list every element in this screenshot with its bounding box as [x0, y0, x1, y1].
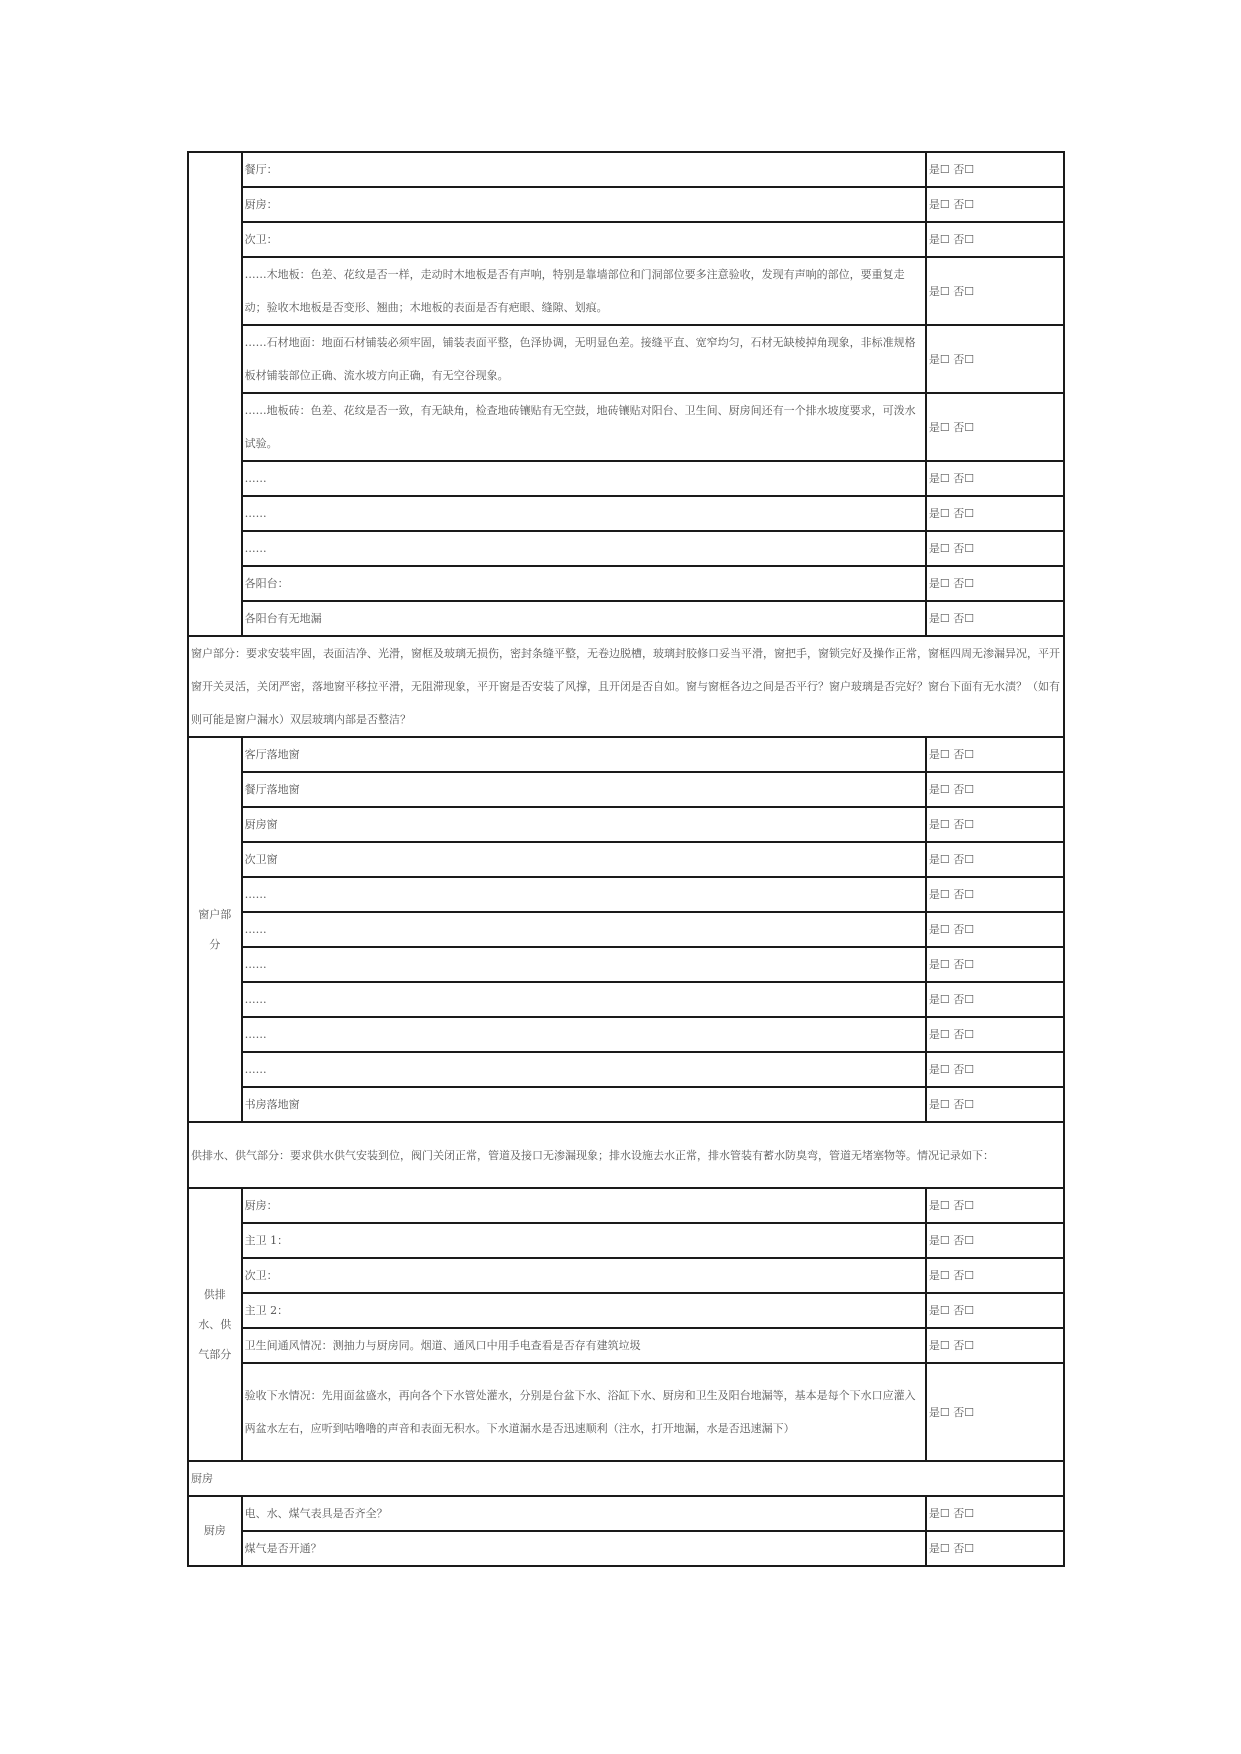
- table-row: [188, 1188, 1064, 1223]
- yes-no-label: 是☐ 否☐: [928, 1339, 975, 1352]
- yes-no-label: 是☐ 否☐: [928, 352, 975, 366]
- item-text: ……: [242, 1052, 926, 1087]
- yes-no-label: 是☐ 否☐: [928, 507, 975, 520]
- item-text: 各阳台：: [242, 566, 926, 601]
- yes-no-checkbox[interactable]: [926, 947, 1064, 982]
- table-row: [188, 1328, 1064, 1363]
- yes-no-checkbox[interactable]: [926, 1496, 1064, 1531]
- yes-no-label: 是☐ 否☐: [928, 958, 975, 971]
- item-text: 客厅落地窗: [242, 737, 926, 772]
- yes-no-checkbox[interactable]: [926, 1087, 1064, 1122]
- item-text: 验收下水情况：先用面盆盛水，再向各个下水管处灌水，分别是台盆下水、浴缸下水、厨房和卫生及阳台地漏等，基本是每个下水口应灌入两盆水左右，应听到咕噜噜的声音和表面无积水。下水道漏水是否迅速顺利（注水，打开地漏，水是否迅速漏下）: [242, 1363, 926, 1461]
- table-row: [188, 877, 1064, 912]
- yes-no-label: 是☐ 否☐: [928, 1507, 975, 1520]
- yes-no-label: 是☐ 否☐: [928, 993, 975, 1006]
- yes-no-checkbox[interactable]: [926, 1293, 1064, 1328]
- yes-no-checkbox[interactable]: [926, 1531, 1064, 1566]
- table-row: [188, 772, 1064, 807]
- yes-no-label: 是☐ 否☐: [928, 1405, 975, 1419]
- table-row: [188, 325, 1064, 393]
- yes-no-checkbox[interactable]: [926, 461, 1064, 496]
- table-row: [188, 1496, 1064, 1531]
- table-row: [188, 1293, 1064, 1328]
- item-text: 厨房：: [242, 1188, 926, 1223]
- group-label: 供排水、供气部分: [188, 1188, 242, 1461]
- item-text: 次卫：: [242, 1258, 926, 1293]
- table-row: [188, 982, 1064, 1017]
- yes-no-checkbox[interactable]: [926, 325, 1064, 393]
- section-heading-row: [188, 1461, 1064, 1496]
- yes-no-label: 是☐ 否☐: [928, 1063, 975, 1076]
- group-label: [188, 152, 242, 636]
- item-text: ……木地板：色差、花纹是否一样，走动时木地板是否有声响，特别是靠墙部位和门洞部位要多注意验收，发现有声响的部位，要重复走动；验收木地板是否变形、翘曲；木地板的表面是否有疤眼、缝隙、划痕。: [242, 257, 926, 325]
- inspection-table: [187, 151, 1065, 1567]
- yes-no-label: 是☐ 否☐: [928, 420, 975, 434]
- yes-no-checkbox[interactable]: [926, 912, 1064, 947]
- yes-no-checkbox[interactable]: [926, 152, 1064, 187]
- item-text: ……: [242, 947, 926, 982]
- yes-no-label: 是☐ 否☐: [928, 818, 975, 831]
- table-row: [188, 807, 1064, 842]
- yes-no-checkbox[interactable]: [926, 807, 1064, 842]
- yes-no-label: 是☐ 否☐: [928, 1199, 975, 1212]
- item-text: ……: [242, 877, 926, 912]
- yes-no-checkbox[interactable]: [926, 1188, 1064, 1223]
- yes-no-checkbox[interactable]: [926, 877, 1064, 912]
- item-text: 卫生间通风情况：测抽力与厨房同。烟道、通风口中用手电查看是否存有建筑垃圾: [242, 1328, 926, 1363]
- table-row: [188, 947, 1064, 982]
- table-row: [188, 1531, 1064, 1566]
- yes-no-checkbox[interactable]: [926, 1223, 1064, 1258]
- item-text: 次卫：: [242, 222, 926, 257]
- item-text: ……石材地面：地面石材铺装必须牢固，铺装表面平整，色泽协调，无明显色差。接缝平直、宽窄均匀，石材无缺棱掉角现象，非标准规格板材铺装部位正确、流水坡方向正确，有无空谷现象。: [242, 325, 926, 393]
- item-text: 厨房窗: [242, 807, 926, 842]
- yes-no-label: 是☐ 否☐: [928, 542, 975, 555]
- yes-no-label: 是☐ 否☐: [928, 888, 975, 901]
- table-row: [188, 1052, 1064, 1087]
- table-row: [188, 737, 1064, 772]
- yes-no-checkbox[interactable]: [926, 737, 1064, 772]
- yes-no-checkbox[interactable]: [926, 187, 1064, 222]
- item-text: ……地板砖：色差、花纹是否一致，有无缺角，检查地砖镶贴有无空鼓，地砖镶贴对阳台、卫生间、厨房间还有一个排水坡度要求，可泼水试验。: [242, 393, 926, 461]
- section-heading: 厨房: [188, 1461, 1064, 1496]
- item-text: 电、水、煤气表具是否齐全？: [242, 1496, 926, 1531]
- item-text: 次卫窗: [242, 842, 926, 877]
- table-row: [188, 912, 1064, 947]
- item-text: 书房落地窗: [242, 1087, 926, 1122]
- yes-no-checkbox[interactable]: [926, 566, 1064, 601]
- item-text: 煤气是否开通？: [242, 1531, 926, 1566]
- yes-no-label: 是☐ 否☐: [928, 923, 975, 936]
- table-row: [188, 1087, 1064, 1122]
- yes-no-label: 是☐ 否☐: [928, 1304, 975, 1317]
- yes-no-checkbox[interactable]: [926, 601, 1064, 636]
- yes-no-label: 是☐ 否☐: [928, 1098, 975, 1111]
- yes-no-checkbox[interactable]: [926, 982, 1064, 1017]
- yes-no-label: 是☐ 否☐: [928, 163, 975, 176]
- group-label: 厨房: [188, 1496, 242, 1566]
- item-text: ……: [242, 912, 926, 947]
- table-row: [188, 1017, 1064, 1052]
- yes-no-label: 是☐ 否☐: [928, 1269, 975, 1282]
- yes-no-label: 是☐ 否☐: [928, 1234, 975, 1247]
- item-text: ……: [242, 496, 926, 531]
- table-row: [188, 257, 1064, 325]
- group-label: 窗户部分: [188, 737, 242, 1122]
- yes-no-label: 是☐ 否☐: [928, 472, 975, 485]
- yes-no-checkbox[interactable]: [926, 1017, 1064, 1052]
- item-text: ……: [242, 1017, 926, 1052]
- table-row: [188, 1258, 1064, 1293]
- yes-no-checkbox[interactable]: [926, 531, 1064, 566]
- table-row: [188, 531, 1064, 566]
- item-text: ……: [242, 982, 926, 1017]
- section-heading: 供排水、供气部分：要求供水供气安装到位，阀门关闭正常，管道及接口无渗漏现象；排水设施去水正常，排水管装有蓄水防臭弯，管道无堵塞物等。情况记录如下：: [188, 1122, 1064, 1188]
- item-text: ……: [242, 461, 926, 496]
- yes-no-checkbox[interactable]: [926, 496, 1064, 531]
- yes-no-checkbox[interactable]: [926, 1258, 1064, 1293]
- yes-no-checkbox[interactable]: [926, 1328, 1064, 1363]
- table-row: [188, 152, 1064, 187]
- table-row: [188, 187, 1064, 222]
- section-heading-row: [188, 636, 1064, 737]
- table-row: [188, 461, 1064, 496]
- table-row: [188, 222, 1064, 257]
- yes-no-label: 是☐ 否☐: [928, 1028, 975, 1041]
- item-text: 主卫 2：: [242, 1293, 926, 1328]
- yes-no-label: 是☐ 否☐: [928, 198, 975, 211]
- yes-no-checkbox[interactable]: [926, 1052, 1064, 1087]
- table-row: [188, 601, 1064, 636]
- yes-no-checkbox[interactable]: [926, 842, 1064, 877]
- item-text: 餐厅：: [242, 152, 926, 187]
- table-row: [188, 566, 1064, 601]
- table-row: [188, 842, 1064, 877]
- yes-no-label: 是☐ 否☐: [928, 577, 975, 590]
- yes-no-label: 是☐ 否☐: [928, 853, 975, 866]
- item-text: 厨房：: [242, 187, 926, 222]
- section-heading: 窗户部分：要求安装牢固，表面洁净、光滑，窗框及玻璃无损伤，密封条缝平整，无卷边脱槽，玻璃封胶修口妥当平滑，窗把手，窗锁完好及操作正常，窗框四周无渗漏异况，平开窗开关灵活，关闭严密，落地窗平移拉平滑，无阻滞现象，平开窗是否安装了风撑，且开闭是否自如。窗与窗框各边之间是否平行？窗户玻璃是否完好？窗台下面有无水渍？（如有则可能是窗户漏水）双层玻璃内部是否整洁？: [188, 636, 1064, 737]
- yes-no-label: 是☐ 否☐: [928, 783, 975, 796]
- yes-no-label: 是☐ 否☐: [928, 233, 975, 246]
- item-text: ……: [242, 531, 926, 566]
- table-row: [188, 496, 1064, 531]
- yes-no-checkbox[interactable]: [926, 1363, 1064, 1461]
- yes-no-label: 是☐ 否☐: [928, 284, 975, 298]
- table-row: [188, 1363, 1064, 1461]
- yes-no-checkbox[interactable]: [926, 393, 1064, 461]
- yes-no-checkbox[interactable]: [926, 257, 1064, 325]
- section-heading-row: [188, 1122, 1064, 1188]
- table-row: [188, 393, 1064, 461]
- yes-no-checkbox[interactable]: [926, 772, 1064, 807]
- yes-no-label: 是☐ 否☐: [928, 612, 975, 625]
- item-text: 餐厅落地窗: [242, 772, 926, 807]
- table-row: [188, 1223, 1064, 1258]
- item-text: 主卫 1：: [242, 1223, 926, 1258]
- yes-no-label: 是☐ 否☐: [928, 748, 975, 761]
- yes-no-label: 是☐ 否☐: [928, 1542, 975, 1555]
- item-text: 各阳台有无地漏: [242, 601, 926, 636]
- yes-no-checkbox[interactable]: [926, 222, 1064, 257]
